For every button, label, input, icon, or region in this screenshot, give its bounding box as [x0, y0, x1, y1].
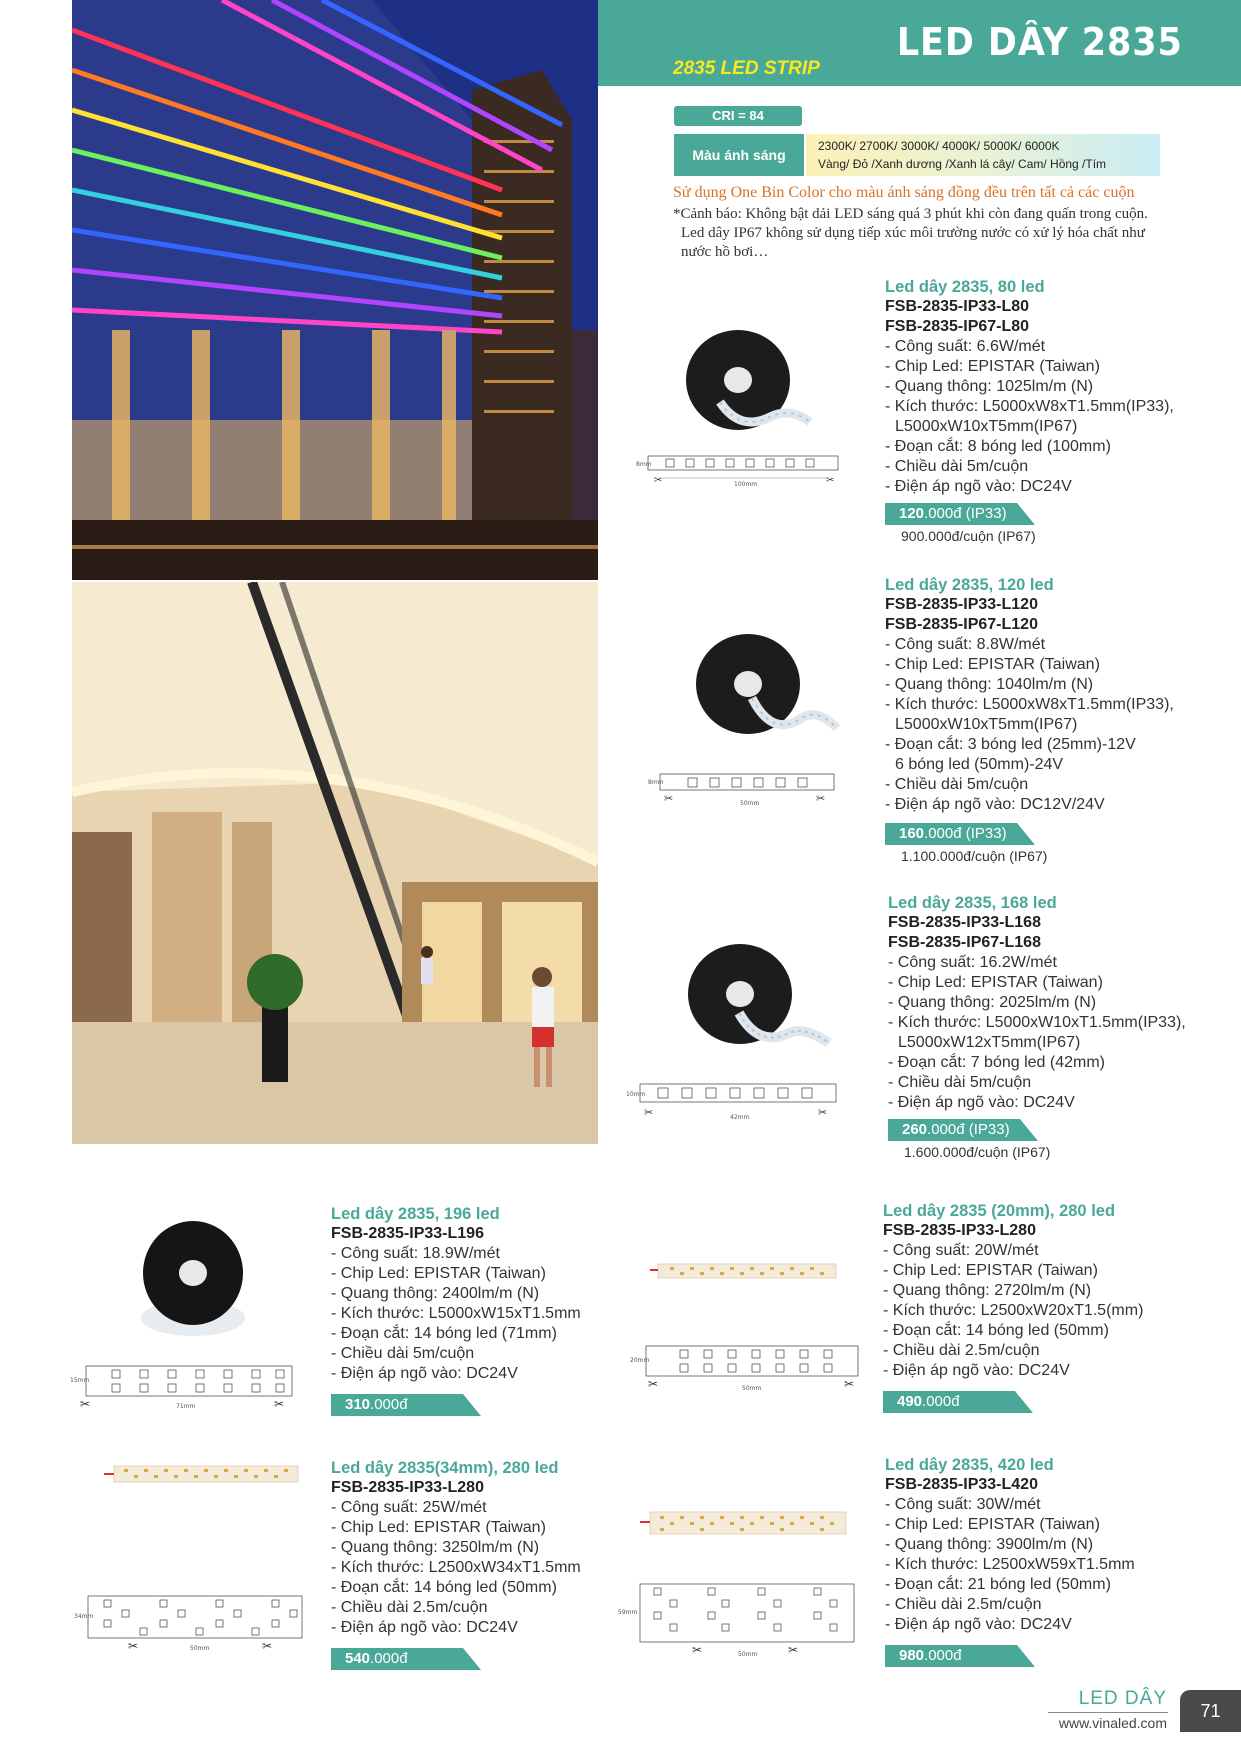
product-code: FSB-2835-IP33-L196	[331, 1225, 484, 1242]
price-suffix: .000đ (IP33)	[927, 1121, 1010, 1138]
shopping-mall-photo	[72, 582, 598, 1144]
price-value: 260	[902, 1121, 928, 1138]
product-code: FSB-2835-IP67-L168	[888, 934, 1041, 951]
spec-line: 6 bóng led (50mm)-24V	[895, 756, 1064, 773]
strip-dimension-diagram	[636, 452, 842, 486]
svg-text:✂: ✂	[128, 1639, 139, 1652]
spec-line: - Công suất: 25W/mét	[331, 1499, 487, 1516]
spec-line: - Chiều dài 5m/cuộn	[331, 1345, 475, 1362]
spec-line: - Điện áp ngõ vào: DC24V	[885, 478, 1072, 495]
spec-line: - Công suất: 30W/mét	[885, 1496, 1041, 1513]
led-reel-image	[684, 938, 834, 1056]
led-reel-image	[680, 322, 830, 440]
price-tag	[885, 1645, 1035, 1667]
page-number: 71	[1180, 1690, 1241, 1732]
led-strip-image	[650, 1258, 840, 1284]
diagram-height-label: 20mm	[630, 1357, 650, 1364]
product-120-led	[885, 575, 1174, 866]
warning-note	[673, 205, 1213, 262]
spec-line: - Đoạn cắt: 7 bóng led (42mm)	[888, 1054, 1105, 1071]
spec-line: - Chip Led: EPISTAR (Taiwan)	[883, 1262, 1098, 1279]
price-tag	[883, 1391, 1033, 1413]
building-led-photo	[72, 0, 598, 580]
footer-divider	[1048, 1712, 1168, 1713]
price-value: 310	[345, 1396, 371, 1413]
price-suffix: .000đ	[922, 1393, 960, 1410]
price-suffix: .000đ	[370, 1396, 408, 1413]
spec-line: - Kích thước: L2500xW34xT1.5mm	[331, 1559, 581, 1576]
svg-text:✂: ✂	[664, 792, 674, 805]
diagram-height-label: 8mm	[636, 461, 652, 468]
spec-line: - Công suất: 8.8W/mét	[885, 636, 1046, 653]
spec-line: - Chiều dài 2.5m/cuộn	[331, 1599, 488, 1616]
diagram-height-label: 10mm	[626, 1091, 646, 1098]
spec-line: - Đoạn cắt: 14 bóng led (71mm)	[331, 1325, 557, 1342]
price-tag	[888, 1119, 1038, 1141]
led-reel-image	[692, 628, 842, 746]
product-title: Led dây 2835, 120 led	[885, 576, 1054, 594]
led-reel-image	[138, 1218, 248, 1343]
warning-line: nước hồ bơi…	[681, 244, 769, 260]
diagram-length-label: 50mm	[190, 1645, 210, 1652]
spec-line: - Kích thước: L2500xW20xT1.5(mm)	[883, 1302, 1144, 1319]
strip-dimension-diagram	[70, 1362, 296, 1410]
svg-text:✂: ✂	[788, 1643, 799, 1657]
spec-line: - Công suất: 6.6W/mét	[885, 338, 1046, 355]
strip-dimension-diagram	[74, 1592, 306, 1652]
spec-line: - Quang thông: 2400lm/m (N)	[331, 1285, 540, 1302]
strip-dimension-diagram	[630, 1342, 862, 1392]
product-title: Led dây 2835, 196 led	[331, 1205, 500, 1223]
strip-dimension-diagram	[648, 770, 838, 806]
svg-text:✂: ✂	[844, 1377, 855, 1391]
one-bin-note: Sử dụng One Bin Color cho màu ánh sáng đồng đều trên tất cả các cuộn	[673, 184, 1135, 201]
price-tag	[331, 1648, 481, 1670]
strip-dimension-diagram	[626, 1080, 840, 1120]
spec-line: - Chip Led: EPISTAR (Taiwan)	[888, 974, 1103, 991]
spec-line: - Chiều dài 5m/cuộn	[885, 458, 1029, 475]
spec-line: - Kích thước: L2500xW59xT1.5mm	[885, 1556, 1135, 1573]
color-names: Vàng/ Đỏ /Xanh dương /Xanh lá cây/ Cam/ Hồng /Tím	[818, 157, 1107, 171]
svg-text:✂: ✂	[818, 1106, 828, 1119]
price-secondary: 1.600.000đ/cuộn (IP67)	[904, 1144, 1051, 1160]
page-title: LED DÂY 2835	[897, 20, 1183, 64]
product-title: Led dây 2835, 80 led	[885, 278, 1045, 296]
warning-line: Led dây IP67 không sử dụng tiếp xúc môi trường nước có xử lý hóa chất như	[681, 225, 1145, 241]
svg-text:✂: ✂	[274, 1397, 285, 1410]
product-280-led-20mm	[883, 1201, 1143, 1413]
product-title: Led dây 2835(34mm), 280 led	[331, 1459, 559, 1477]
diagram-length-label: 50mm	[742, 1385, 762, 1392]
product-196-led	[331, 1204, 581, 1416]
footer-website[interactable]: www.vinaled.com	[1058, 1715, 1167, 1731]
spec-line: - Kích thước: L5000xW8xT1.5mm(IP33),	[885, 696, 1174, 713]
spec-line: L5000xW12xT5mm(IP67)	[898, 1034, 1081, 1051]
diagram-length-label: 71mm	[176, 1403, 196, 1410]
diagram-length-label: 50mm	[738, 1651, 758, 1658]
product-code: FSB-2835-IP33-L120	[885, 596, 1038, 613]
price-secondary: 900.000đ/cuộn (IP67)	[901, 528, 1036, 544]
spec-line: - Quang thông: 3250lm/m (N)	[331, 1539, 540, 1556]
product-title: Led dây 2835 (20mm), 280 led	[883, 1202, 1116, 1220]
spec-line: - Quang thông: 2720lm/m (N)	[883, 1282, 1092, 1299]
diagram-height-label: 34mm	[74, 1613, 94, 1620]
diagram-length-label: 100mm	[734, 481, 758, 486]
spec-line: - Đoạn cắt: 21 bóng led (50mm)	[885, 1576, 1111, 1593]
color-label: Màu ánh sáng	[674, 134, 804, 176]
spec-line: - Chiều dài 2.5m/cuộn	[885, 1596, 1042, 1613]
product-code: FSB-2835-IP33-L280	[883, 1222, 1036, 1239]
diagram-height-label: 15mm	[70, 1377, 90, 1384]
price-suffix: .000đ	[370, 1650, 408, 1667]
spec-line: - Chiều dài 5m/cuộn	[885, 776, 1029, 793]
spec-line: - Chip Led: EPISTAR (Taiwan)	[331, 1265, 546, 1282]
spec-line: - Chiều dài 2.5m/cuộn	[883, 1342, 1040, 1359]
svg-text:✂: ✂	[826, 475, 835, 486]
price-tag	[331, 1394, 481, 1416]
warning-line: *Cảnh báo: Không bật dải LED sáng quá 3 phút khi còn đang quấn trong cuộn.	[673, 206, 1148, 222]
product-168-led	[888, 893, 1186, 1162]
price-suffix: .000đ (IP33)	[924, 505, 1007, 522]
product-280-led-34mm	[331, 1458, 581, 1670]
product-80-led	[885, 277, 1174, 546]
product-code: FSB-2835-IP33-L420	[885, 1476, 1038, 1493]
diagram-length-label: 42mm	[730, 1114, 750, 1120]
spec-line: L5000xW10xT5mm(IP67)	[895, 716, 1078, 733]
product-title: Led dây 2835, 420 led	[885, 1456, 1054, 1474]
spec-line: - Quang thông: 1040lm/m (N)	[885, 676, 1094, 693]
spec-line: - Công suất: 18.9W/mét	[331, 1245, 500, 1262]
product-code: FSB-2835-IP33-L80	[885, 298, 1030, 315]
svg-text:✂: ✂	[644, 1106, 654, 1119]
price-value: 540	[345, 1650, 371, 1667]
spec-line: - Chiều dài 5m/cuộn	[888, 1074, 1032, 1091]
price-value: 160	[899, 825, 925, 842]
product-code: FSB-2835-IP33-L280	[331, 1479, 484, 1496]
product-code: FSB-2835-IP33-L168	[888, 914, 1041, 931]
spec-line: - Điện áp ngõ vào: DC24V	[883, 1362, 1070, 1379]
spec-line: - Chip Led: EPISTAR (Taiwan)	[885, 1516, 1100, 1533]
product-title: Led dây 2835, 168 led	[888, 894, 1057, 912]
product-420-led	[885, 1455, 1135, 1667]
price-suffix: .000đ (IP33)	[924, 825, 1007, 842]
svg-text:✂: ✂	[654, 475, 663, 486]
diagram-length-label: 50mm	[740, 800, 760, 806]
spec-line: - Đoạn cắt: 14 bóng led (50mm)	[331, 1579, 557, 1596]
spec-line: - Quang thông: 2025lm/m (N)	[888, 994, 1097, 1011]
price-suffix: .000đ	[924, 1647, 962, 1664]
spec-line: - Kích thước: L5000xW15xT1.5mm	[331, 1305, 581, 1322]
color-values	[806, 134, 1160, 176]
price-secondary: 1.100.000đ/cuộn (IP67)	[901, 848, 1048, 864]
spec-line: - Điện áp ngõ vào: DC24V	[888, 1094, 1075, 1111]
spec-line: - Đoạn cắt: 8 bóng led (100mm)	[885, 438, 1111, 455]
spec-line: - Điện áp ngõ vào: DC12V/24V	[885, 796, 1105, 813]
svg-text:✂: ✂	[262, 1639, 273, 1652]
spec-line: - Chip Led: EPISTAR (Taiwan)	[885, 358, 1100, 375]
spec-line: - Điện áp ngõ vào: DC24V	[331, 1619, 518, 1636]
diagram-height-label: 8mm	[648, 779, 664, 786]
strip-dimension-diagram	[618, 1580, 858, 1658]
price-value: 490	[897, 1393, 923, 1410]
footer-category: LED DÂY	[1078, 1688, 1167, 1709]
spec-line: - Quang thông: 1025lm/m (N)	[885, 378, 1094, 395]
spec-line: - Đoạn cắt: 14 bóng led (50mm)	[883, 1322, 1109, 1339]
page-subtitle: 2835 LED STRIP	[673, 58, 820, 79]
spec-line: - Kích thước: L5000xW10xT1.5mm(IP33),	[888, 1014, 1186, 1031]
spec-line: - Công suất: 20W/mét	[883, 1242, 1039, 1259]
led-strip-image	[640, 1508, 850, 1538]
spec-line: - Quang thông: 3900lm/m (N)	[885, 1536, 1094, 1553]
diagram-height-label: 59mm	[618, 1609, 638, 1616]
cri-badge: CRI = 84	[674, 106, 802, 126]
svg-text:✂: ✂	[692, 1643, 703, 1657]
led-strip-image	[104, 1460, 300, 1490]
spec-line: - Công suất: 16.2W/mét	[888, 954, 1057, 971]
spec-line: - Chip Led: EPISTAR (Taiwan)	[885, 656, 1100, 673]
price-tag	[885, 823, 1035, 845]
svg-text:✂: ✂	[816, 792, 826, 805]
spec-line: - Đoạn cắt: 3 bóng led (25mm)-12V	[885, 736, 1136, 753]
price-value: 120	[899, 505, 925, 522]
price-tag	[885, 503, 1035, 525]
spec-line: - Điện áp ngõ vào: DC24V	[331, 1365, 518, 1382]
svg-text:✂: ✂	[80, 1397, 91, 1410]
color-temps: 2300K/ 2700K/ 3000K/ 4000K/ 5000K/ 6000K	[818, 139, 1060, 153]
svg-text:✂: ✂	[648, 1377, 659, 1391]
spec-line: - Chip Led: EPISTAR (Taiwan)	[331, 1519, 546, 1536]
spec-line: - Điện áp ngõ vào: DC24V	[885, 1616, 1072, 1633]
price-value: 980	[899, 1647, 925, 1664]
product-code: FSB-2835-IP67-L120	[885, 616, 1038, 633]
spec-line: - Kích thước: L5000xW8xT1.5mm(IP33),	[885, 398, 1174, 415]
spec-line: L5000xW10xT5mm(IP67)	[895, 418, 1078, 435]
product-code: FSB-2835-IP67-L80	[885, 318, 1030, 335]
